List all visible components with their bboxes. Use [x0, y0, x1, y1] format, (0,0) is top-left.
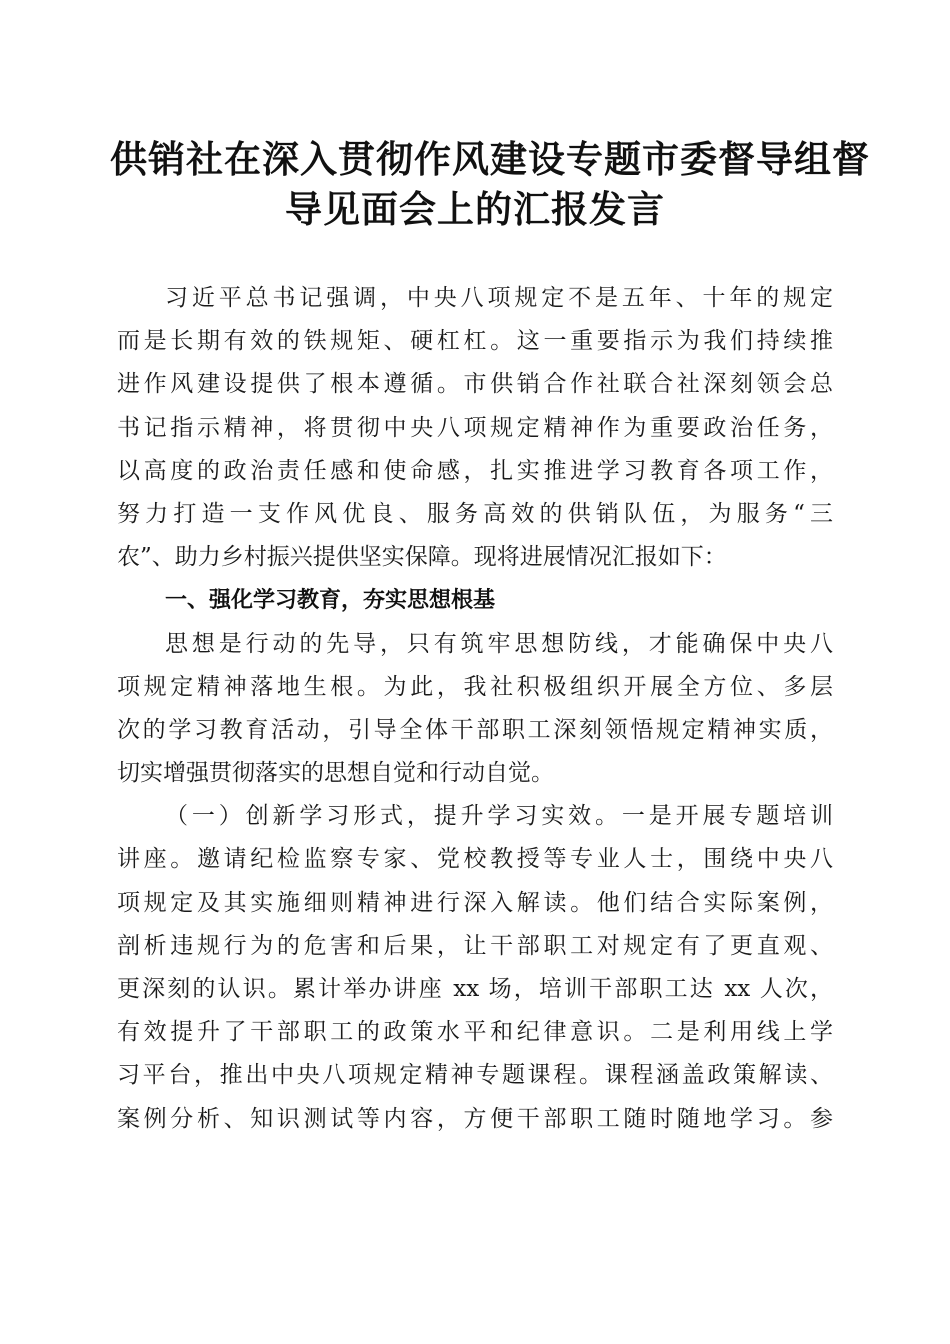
title-line: 导见面会上的汇报发言: [285, 187, 665, 231]
text-line: 切实增强贯彻落实的思想自觉和行动自觉。: [117, 760, 554, 787]
text-line: 而是长期有效的铁规矩、硬杠杠。这一重要指示为我们持续推: [117, 328, 833, 355]
text-line: 更深刻的认识。累计举办讲座 xx 场，培训干部职工达 xx 人次，: [117, 976, 833, 1002]
text-line: 习平台，推出中央八项规定精神专题课程。课程涵盖政策解读、: [117, 1062, 833, 1089]
intro-paragraph: [117, 277, 833, 579]
subsection-paragraph: [117, 795, 833, 1141]
text-line: 项规定及其实施细则精神进行深入解读。他们结合实际案例，: [117, 889, 833, 916]
text-line: 书记指示精神，将贯彻中央八项规定精神作为重要政治任务，: [117, 414, 833, 441]
text-line: 进作风建设提供了根本遵循。市供销合作社联合社深刻领会总: [117, 371, 833, 398]
section-paragraph: [117, 623, 833, 796]
text-line: 讲座。邀请纪检监察专家、党校教授等专业人士，围绕中央八: [117, 846, 833, 873]
section-heading: 一、强化学习教育，夯实思想根基: [165, 588, 496, 614]
text-line: 努力打造一支作风优良、服务高效的供销队伍，为服务“三: [117, 500, 833, 527]
title-line: 供销社在深入贯彻作风建设专题市委督导组督: [110, 137, 870, 181]
text-line: 农”、助力乡村振兴提供坚实保障。现将进展情况汇报如下：: [117, 544, 727, 571]
text-line: 以高度的政治责任感和使命感，扎实推进学习教育各项工作，: [117, 457, 833, 484]
text-line: 思想是行动的先导，只有筑牢思想防线，才能确保中央八: [165, 630, 833, 657]
text-line: 案例分析、知识测试等内容，方便干部职工随时随地学习。参: [117, 1105, 833, 1132]
text-line: 习近平总书记强调，中央八项规定不是五年、十年的规定: [165, 285, 833, 311]
text-line: 有效提升了干部职工的政策水平和纪律意识。二是利用线上学: [117, 1019, 833, 1046]
text-line: 次的学习教育活动，引导全体干部职工深刻领悟规定精神实质，: [117, 716, 833, 743]
text-line: 项规定精神落地生根。为此，我社积极组织开展全方位、多层: [117, 673, 833, 700]
text-line: （一）创新学习形式，提升学习实效。一是开展专题培训: [165, 803, 833, 830]
text-line: 剖析违规行为的危害和后果，让干部职工对规定有了更直观、: [117, 932, 833, 959]
document-title: [110, 134, 870, 234]
document-body: [117, 277, 833, 1141]
